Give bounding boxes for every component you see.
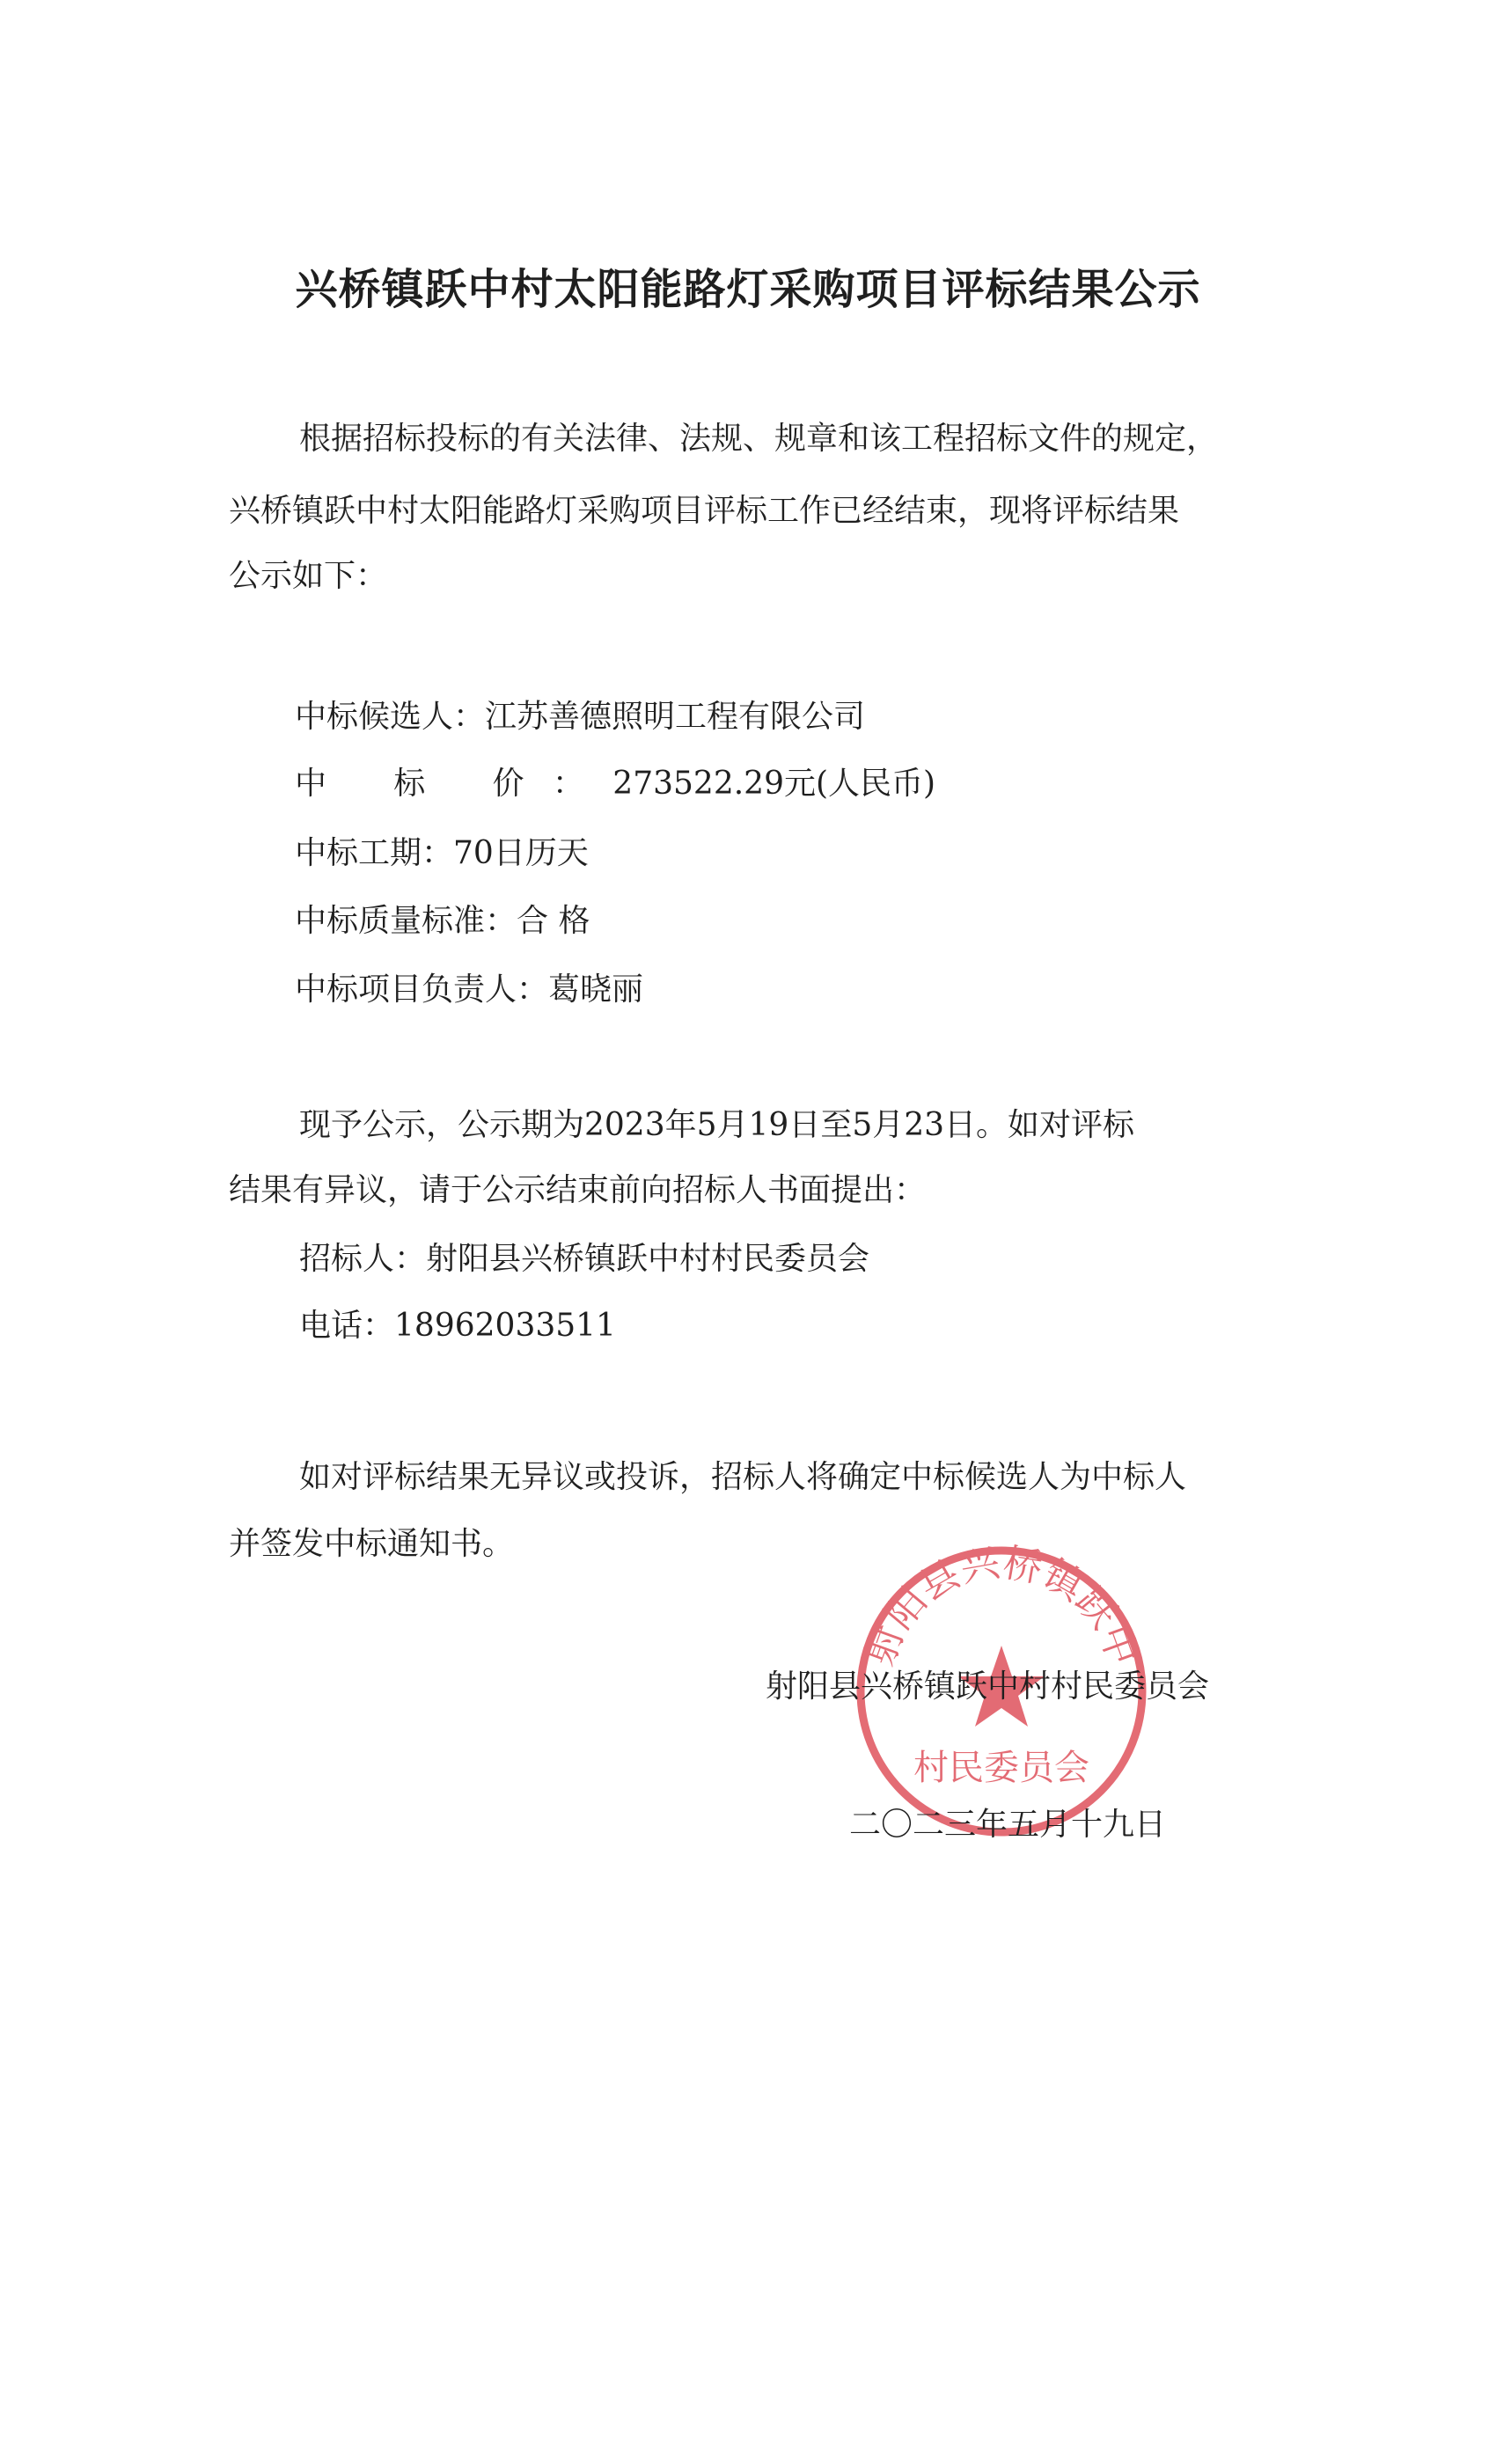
seal-inner-text: 村民委员会	[913, 1748, 1089, 1788]
closing-line-2: 并签发中标通知书。	[229, 1526, 515, 1562]
manager-label: 中标项目负责人：	[295, 972, 549, 1008]
period-label: 中标工期：	[295, 835, 454, 871]
tenderer-row	[299, 1234, 869, 1285]
manager-row	[295, 964, 643, 1009]
notice-line-2: 结果有异议，请于公示结束前向招标人书面提出：	[229, 1172, 927, 1208]
notice-line-1: 现予公示，公示期为2023年5月19日至5月23日。如对评标	[299, 1107, 1135, 1143]
closing-line-1: 如对评标结果无异议或投诉，招标人将确定中标候选人为中标人	[299, 1459, 1187, 1495]
tenderer-value: 射阳县兴桥镇跃中村村民委员会	[426, 1241, 870, 1277]
quality-label: 中标质量标准：	[295, 903, 517, 939]
phone-value: 18962033511	[394, 1308, 616, 1344]
signature-date: 二〇二三年五月十九日	[849, 1807, 1167, 1843]
phone-row	[299, 1301, 616, 1352]
signature-organization: 射阳县兴桥镇跃中村村民委员会	[766, 1668, 1210, 1705]
intro-line-3: 公示如下：	[229, 558, 388, 594]
quality-row	[295, 896, 590, 941]
price-label: 中 标 价：	[295, 766, 613, 802]
candidate-value: 江苏善德照明工程有限公司	[485, 699, 866, 735]
document-title: 兴桥镇跃中村太阳能路灯采购项目评标结果公示	[295, 265, 1201, 314]
candidate-label: 中标候选人：	[295, 699, 486, 735]
price-row	[295, 759, 935, 803]
period-row	[295, 828, 589, 873]
intro-line-1: 根据招标投标的有关法律、法规、规章和该工程招标文件的规定，	[299, 421, 1219, 457]
quality-value: 合 格	[517, 903, 590, 939]
manager-value: 葛晓丽	[548, 972, 644, 1008]
intro-line-2: 兴桥镇跃中村太阳能路灯采购项目评标工作已经结束，现将评标结果	[229, 493, 1180, 529]
price-value: 273522.29元(人民币)	[612, 766, 936, 802]
period-value: 70日历天	[453, 835, 589, 871]
phone-label: 电话：	[299, 1308, 395, 1344]
tenderer-label: 招标人：	[299, 1241, 427, 1277]
candidate-row	[295, 692, 865, 737]
seal-outer-text: 射阳县兴桥镇跃中	[857, 1542, 1146, 1672]
